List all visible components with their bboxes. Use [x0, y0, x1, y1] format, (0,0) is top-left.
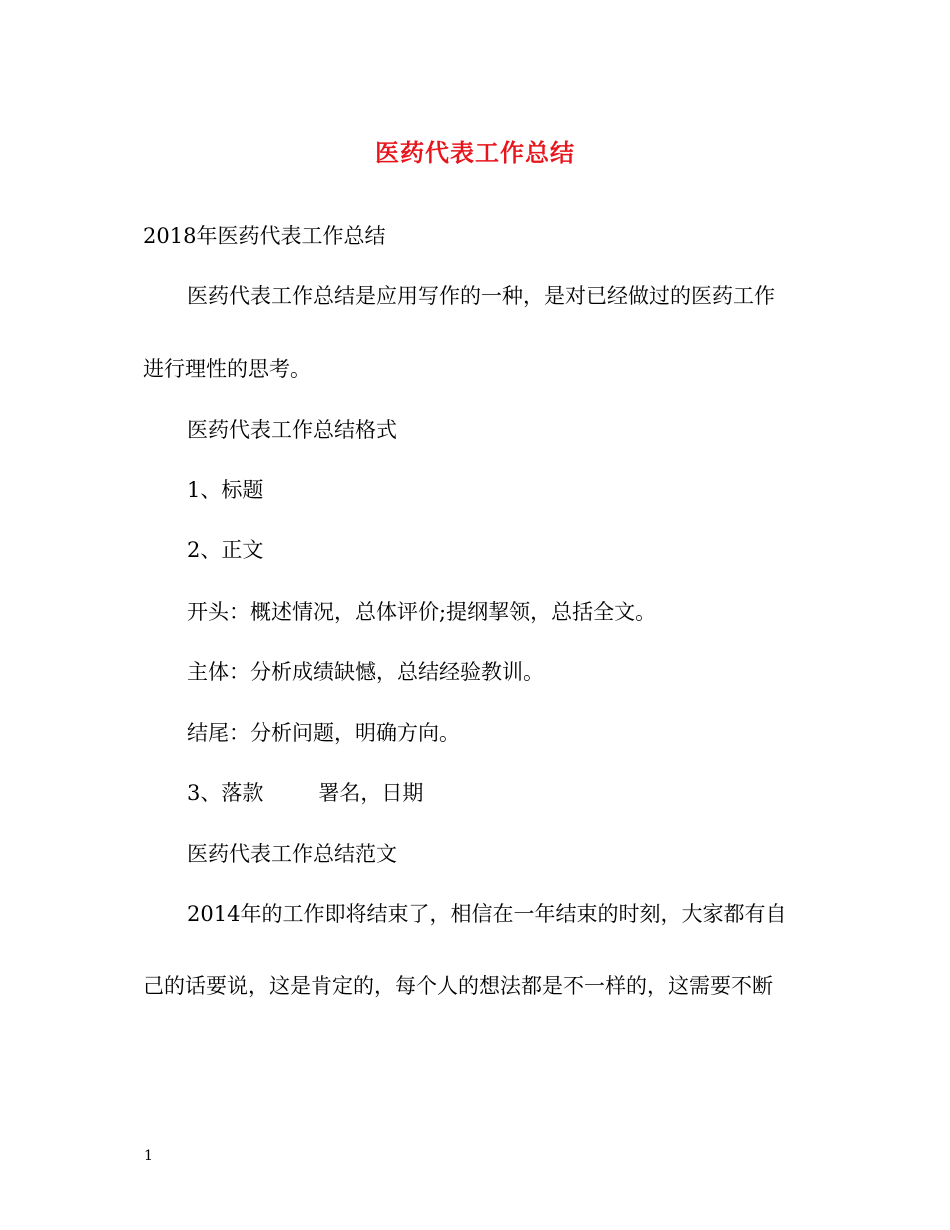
paragraph-line: 进行理性的思考。	[143, 357, 311, 381]
list-item-label: 3、落款	[187, 781, 264, 805]
section-heading: 医药代表工作总结范文	[187, 842, 397, 866]
signature-note: 署名，日期	[318, 781, 424, 805]
list-item: 1、标题	[187, 478, 264, 502]
paragraph-line: 开头：概述情况，总体评价;提纲挈领，总括全文。	[187, 600, 657, 624]
paragraph-line: 主体：分析成绩缺憾，总结经验教训。	[187, 660, 544, 684]
subtitle-line: 2018年医药代表工作总结	[143, 224, 386, 248]
document-title: 医药代表工作总结	[375, 138, 575, 167]
paragraph-line: 医药代表工作总结是应用写作的一种，是对已经做过的医药工作	[187, 284, 775, 308]
list-item	[187, 778, 423, 808]
list-item: 2、正文	[187, 538, 264, 562]
paragraph-line: 己的话要说，这是肯定的，每个人的想法都是不一样的，这需要不断	[143, 974, 773, 998]
paragraph-line: 2014年的工作即将结束了，相信在一年结束的时刻，大家都有自	[187, 902, 787, 926]
paragraph-line: 结尾：分析问题，明确方向。	[187, 721, 460, 745]
section-heading: 医药代表工作总结格式	[187, 418, 397, 442]
page-number: 1	[144, 1148, 153, 1164]
